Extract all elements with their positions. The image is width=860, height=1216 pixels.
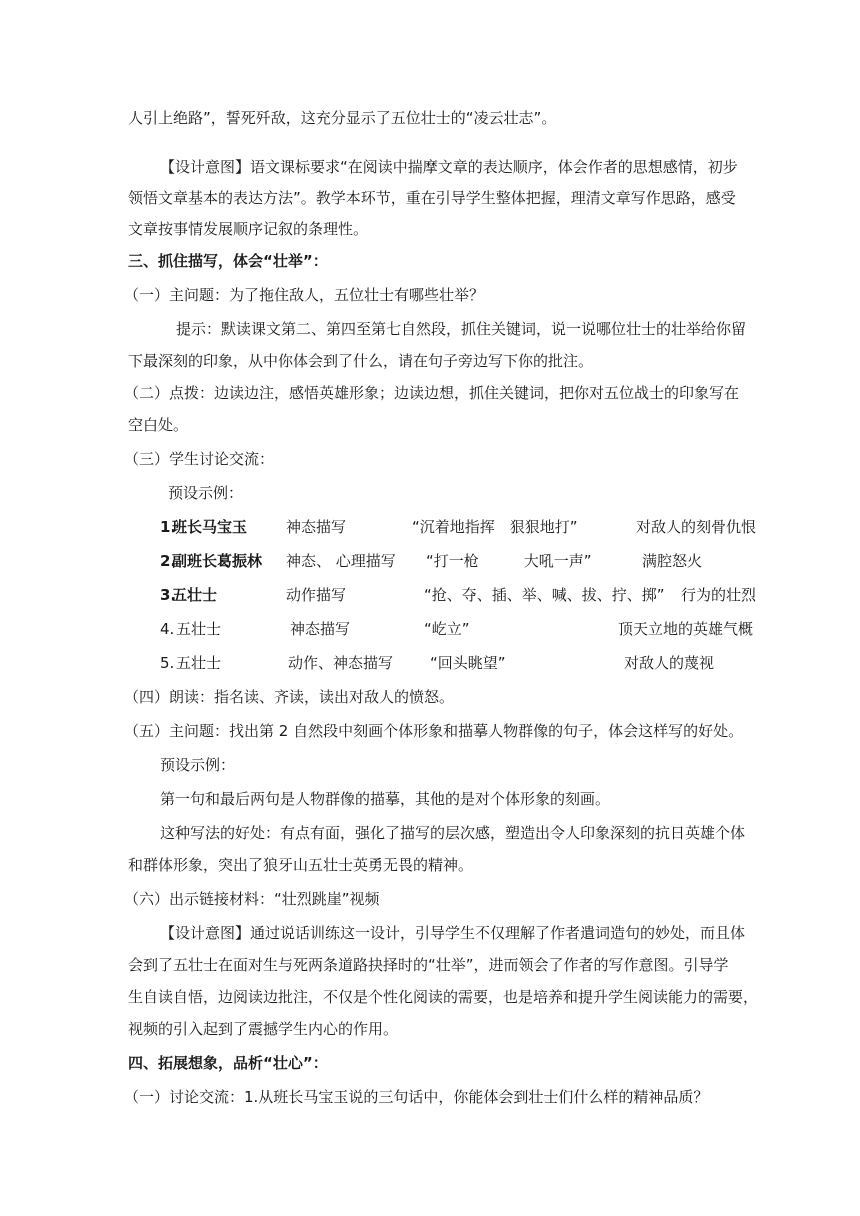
row-effect: 对敌人的刻骨仇恨 [636, 518, 757, 536]
row-number: 5. [160, 654, 175, 672]
example-row [160, 515, 780, 539]
row-quote: “屹立” [424, 620, 470, 638]
row-subject: 副班长葛振林 [172, 552, 263, 570]
guidance-paragraph: （二）点拨：边读边注，感悟英雄形象；边读边想，抓住关键词，把你对五位战士的印象写在 [124, 384, 740, 402]
row-number: 3. [160, 586, 177, 604]
row-number: 2. [160, 552, 177, 570]
paragraph-line: 这种写法的好处：有点有面，强化了描写的层次感，塑造出令人印象深刻的抗日英雄个体 [160, 824, 746, 842]
link-material-heading: （六）出示链接材料：“壮烈跳崖”视频 [124, 890, 380, 908]
row-method: 神态、 心理描写 [286, 552, 396, 570]
row-subject: 五壮士 [176, 620, 222, 638]
paragraph-line: 第一句和最后两句是人物群像的描摹，其他的是对个体形象的刻画。 [160, 790, 611, 808]
row-subject: 五壮士 [176, 654, 222, 672]
row-method: 动作、神态描写 [288, 654, 394, 672]
paragraph-line: 生自读自悟，边阅读边批注，不仅是个性化阅读的需要，也是培养和提升学生阅读能力的需要， [128, 988, 759, 1006]
paragraph-line: 会到了五壮士在面对生与死两条道路抉择时的“壮举”，进而领会了作者的写作意图。引导学 [128, 956, 729, 974]
row-effect: 满腔怒火 [642, 552, 703, 570]
section-heading-4: 四、拓展想象，品析“壮心”： [128, 1054, 328, 1072]
discussion-heading: （三）学生讨论交流： [124, 450, 275, 468]
main-question-5: （五）主问题：找出第 2 自然段中刻画个体形象和描摹人物群像的句子，体会这样写的好处。 [124, 722, 744, 740]
reading-instruction: （四）朗读：指名读、齐读，读出对敌人的愤怒。 [124, 688, 455, 706]
example-row [160, 651, 780, 675]
row-method: 神态描写 [290, 620, 351, 638]
row-method: 动作描写 [286, 586, 347, 604]
preset-example-label: 预设示例： [160, 756, 236, 774]
discussion-question: （一）讨论交流：1.从班长马宝玉说的三句话中，你能体会到壮士们什么样的精神品质？ [124, 1088, 709, 1106]
design-intent-paragraph: 【设计意图】通过说话训练这一设计，引导学生不仅理解了作者遣词造句的妙处，而且体 [160, 924, 746, 942]
row-number: 1. [160, 518, 177, 536]
row-effect: 对敌人的蔑视 [624, 654, 715, 672]
paragraph-line: 人引上绝路”，誓死歼敌，这充分显示了五位壮士的“凌云壮志”。 [128, 109, 557, 127]
row-method: 神态描写 [286, 518, 347, 536]
example-row [160, 617, 780, 641]
paragraph-line: 视频的引入起到了震撼学生内心的作用。 [128, 1020, 399, 1038]
paragraph-line: 和群体形象，突出了狼牙山五壮士英勇无畏的精神。 [128, 856, 474, 874]
row-quote: “回头眺望” [430, 654, 506, 672]
paragraph-line: 领悟文章基本的表达方法”。教学本环节，重在引导学生整体把握，理清文章写作思路，感受 [128, 189, 736, 207]
row-number: 4. [160, 620, 175, 638]
paragraph-line: 文章按事情发展顺序记叙的条理性。 [128, 220, 369, 238]
row-subject: 班长马宝玉 [172, 518, 248, 536]
row-quote: “抢、夺、插、举、喊、拔、拧、掷” [424, 586, 665, 604]
paragraph-line: 空白处。 [128, 416, 189, 434]
row-effect: 行为的壮烈 [681, 586, 757, 604]
row-subject: 五壮士 [172, 586, 218, 604]
row-effect: 顶天立地的英雄气概 [618, 620, 754, 638]
paragraph-line: 下最深刻的印象，从中你体会到了什么，请在句子旁边写下你的批注。 [128, 352, 594, 370]
preset-example-label: 预设示例： [168, 484, 244, 502]
example-row [160, 583, 780, 607]
row-quote: “打一枪 大吼一声” [426, 552, 592, 570]
row-quote: “沉着地指挥 狠狠地打” [412, 518, 578, 536]
hint-paragraph: 提示：默读课文第二、第四至第七自然段，抓住关键词，说一说哪位壮士的壮举给你留 [176, 320, 747, 338]
design-intent-paragraph: 【设计意图】语文课标要求“在阅读中揣摩文章的表达顺序，体会作者的思想感情，初步 [160, 158, 738, 176]
example-row [160, 549, 780, 573]
main-question-1: （一）主问题：为了拖住敌人，五位壮士有哪些壮举？ [124, 286, 485, 304]
section-heading-3: 三、抓住描写，体会“壮举”： [128, 252, 328, 270]
